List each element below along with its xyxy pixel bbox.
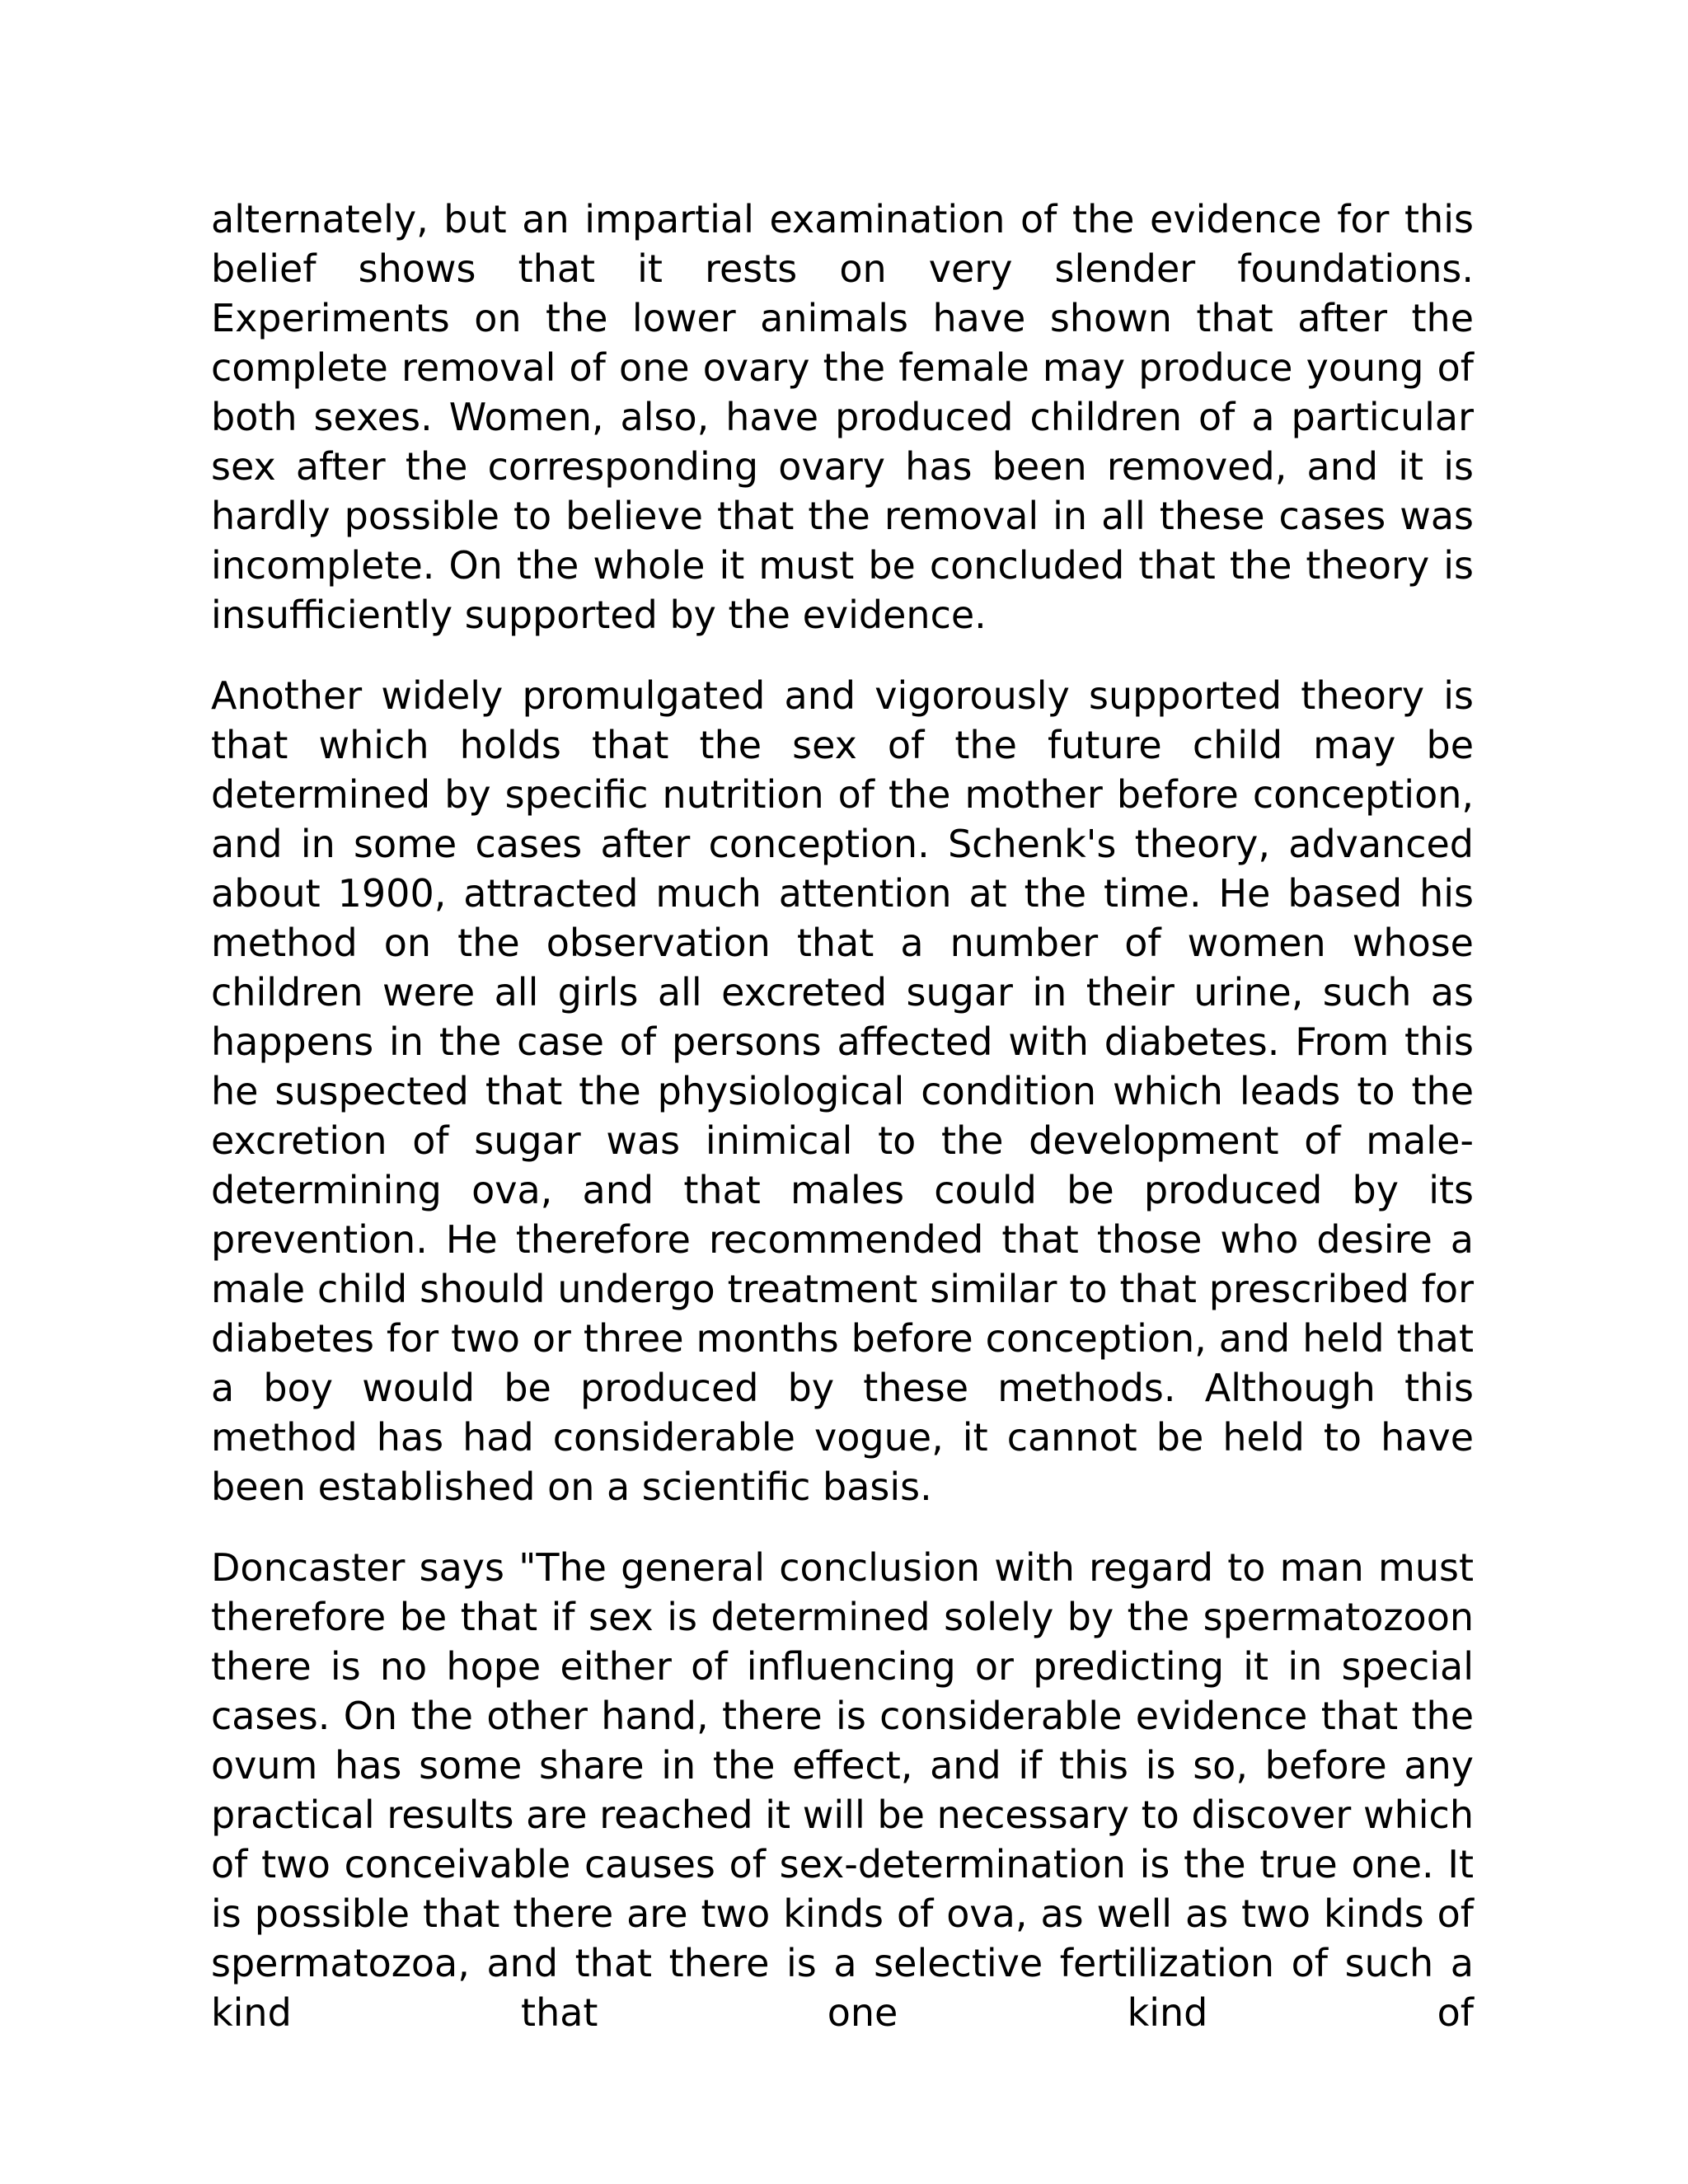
paragraph-1: alternately, but an impartial examination of the evidence for this belief shows that it rests on very slender foundations. Experiments on the lower animals have shown that after the complete removal of one ovary the female may produce young of both sexes. Women, also, have produced children of a particular sex after the corresponding ovary has been removed, and it is hardly possible to believe that the removal in all these cases was incomplete. On the whole it must be concluded that the theory is insufficiently supported by the evidence. (211, 197, 1474, 637)
body-text (211, 194, 1474, 2069)
paragraph-3: Doncaster says "The general conclusion with regard to man must therefore be that if sex is determined solely by the spermatozoon there is no hope either of influencing or predicting it in special cases. On the other hand, there is considerable evidence that the ovum has some share in the effect, and if this is so, before any practical results are reached it will be necessary to discover which of two conceivable causes of sex-determination is the true one. It is possible that there are two kinds of ova, as well as two kinds of spermatozoa, and that there is a selective fertilization of such a kind that one kind of (211, 1545, 1474, 2035)
paragraph-2: Another widely promulgated and vigorously supported theory is that which holds that the sex of the future child may be determined by specific nutrition of the mother before conception, and in some cases after conception. Schenk's theory, advanced about 1900, attracted much attention at the time. He based his method on the observation that a number of women whose children were all girls all excreted sugar in their urine, such as happens in the case of persons affected with diabetes. From this he suspected that the physiological condition which leads to the excretion of sugar was inimical to the development of male-determining ova, and that males could be produced by its prevention. He therefore recommended that those who desire a male child should undergo treatment similar to that prescribed for diabetes for two or three months before conception, and held that a boy would be produced by these methods. Although this method has had considerable vogue, it cannot be held to have been established on a scientific basis. (211, 673, 1474, 1509)
